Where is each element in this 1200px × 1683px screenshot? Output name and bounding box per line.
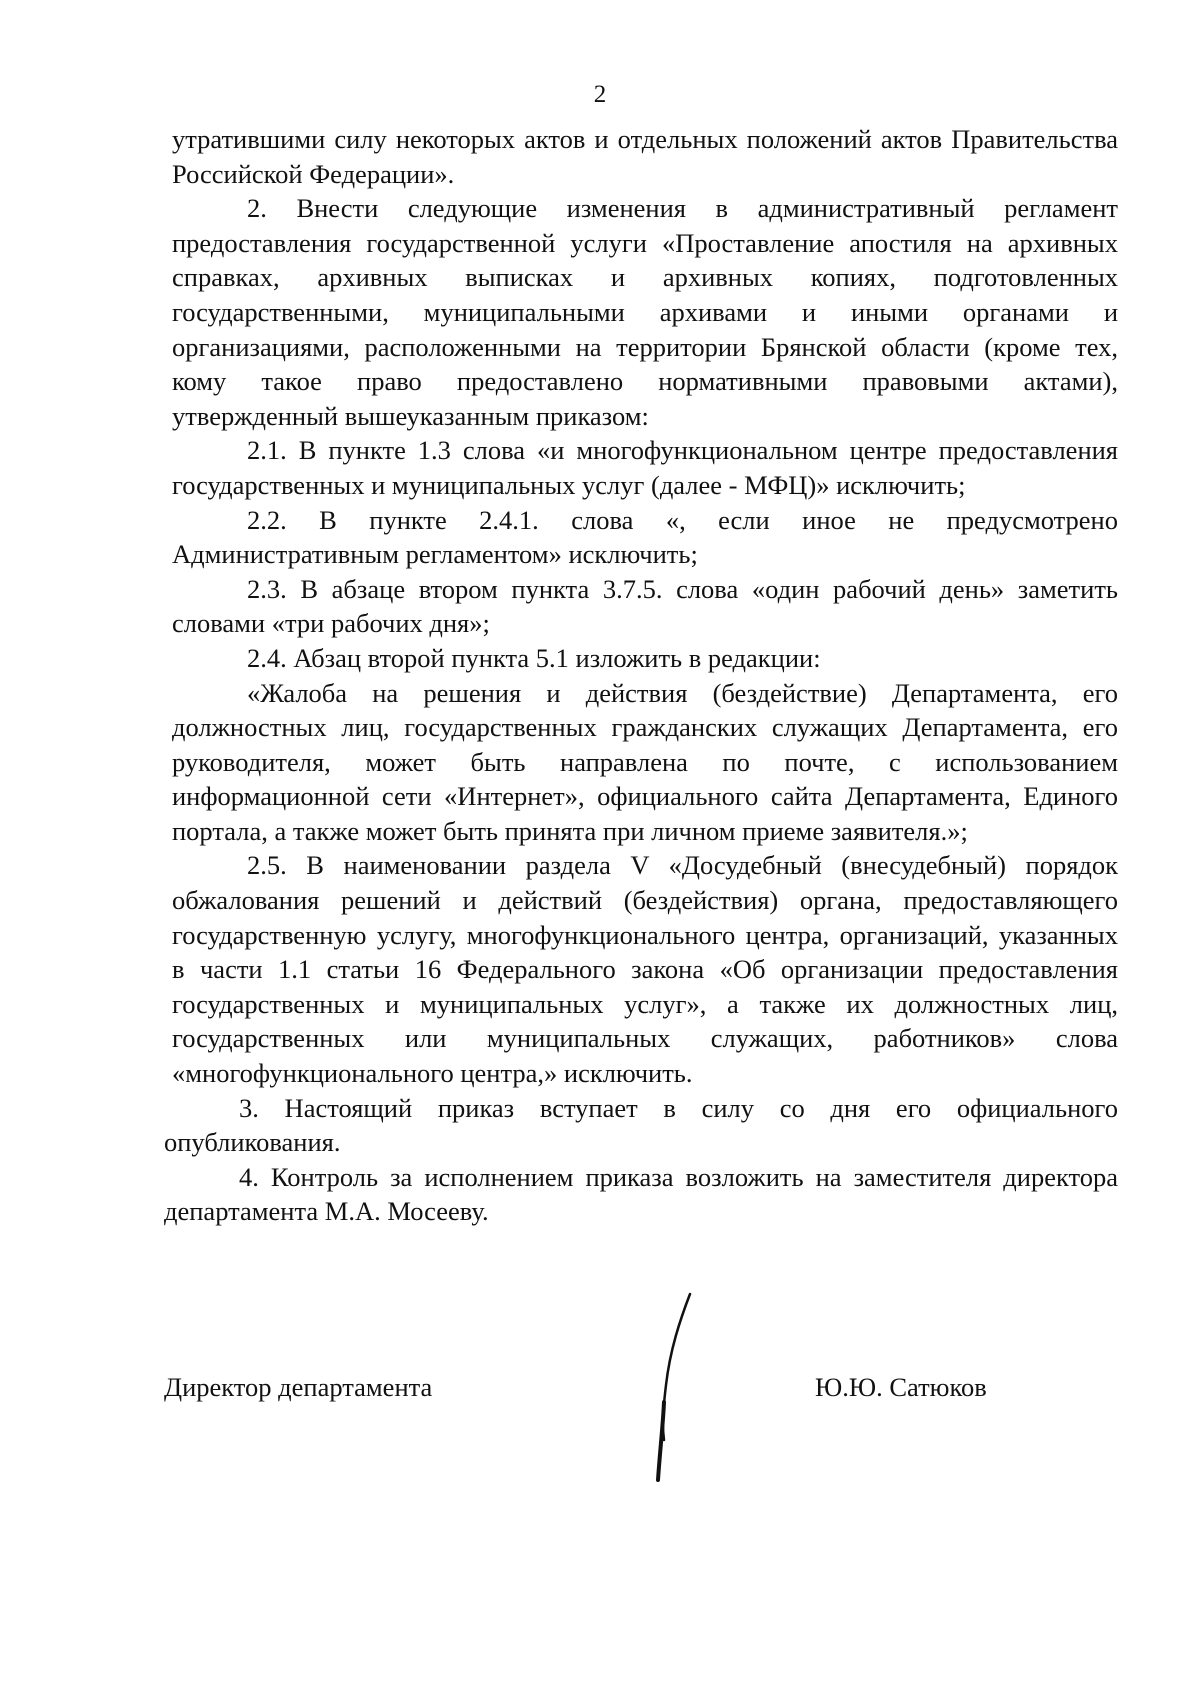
paragraph-item-2-2: 2.2. В пункте 2.4.1. слова «, если иное не предусмотрено Административным регламентом» исключить; — [172, 504, 1118, 570]
document-body — [164, 122, 1118, 1229]
paragraph-quote-complaint: «Жалоба на решения и действия (бездействие) Департамента, его должностных лиц, государственных гражданских служащих Департамента, его руководителя, может быть направлена по почте, с использованием информационной сети «Интернет», официального сайта Департамента, Единого портала, а также может быть принята при личном приеме заявителя.»; — [172, 677, 1118, 846]
signature-block — [0, 1370, 1200, 1410]
paragraph-item-4: 4. Контроль за исполнением приказа возложить на заместителя директора департамента М.А. Мосееву. — [164, 1161, 1118, 1227]
paragraph-item-2: 2. Внести следующие изменения в административный регламент предоставления государственной услуги «Проставление апостиля на архивных справках, архивных выписках и архивных копиях, подготовленных государственными, муниципальными архивами и иными органами и организациями, расположенными на территории Брянской области (кроме тех, кому такое право предоставлено нормативными правовыми актами), утвержденный вышеуказанным приказом: — [172, 193, 1118, 431]
paragraph-item-3: 3. Настоящий приказ вступает в силу со дня его официального опубликования. — [164, 1092, 1118, 1158]
paragraph-item-2-4: 2.4. Абзац второй пункта 5.1 изложить в редакции: — [247, 642, 821, 673]
paragraph-item-2-5: 2.5. В наименовании раздела V «Досудебный (внесудебный) порядок обжалования решений и действий (бездействия) органа, предоставляющего государственную услугу, многофункционального центра, организаций, указанных в части 1.1 статьи 16 Федерального закона «Об организации предоставления государственных и муниципальных услуг», а также их должностных лиц, государственных или муниципальных служащих, работников» слова «многофункционального центра,» исключить. — [172, 850, 1118, 1089]
page-number: 2 — [593, 81, 607, 108]
signatory-title: Директор департамента — [164, 1372, 433, 1402]
signatory-name: Ю.Ю. Сатюков — [815, 1372, 987, 1402]
paragraph-continuation: утратившими силу некоторых актов и отдельных положений актов Правительства Российской Федерации». — [172, 124, 1118, 189]
paragraph-item-2-3: 2.3. В абзаце втором пункта 3.7.5. слова «один рабочий день» заметить словами «три рабочих дня»; — [172, 573, 1118, 639]
paragraph-item-2-1: 2.1. В пункте 1.3 слова «и многофункциональном центре предоставления государственных и муниципальных услуг (далее - МФЦ)» исключить; — [172, 435, 1118, 500]
